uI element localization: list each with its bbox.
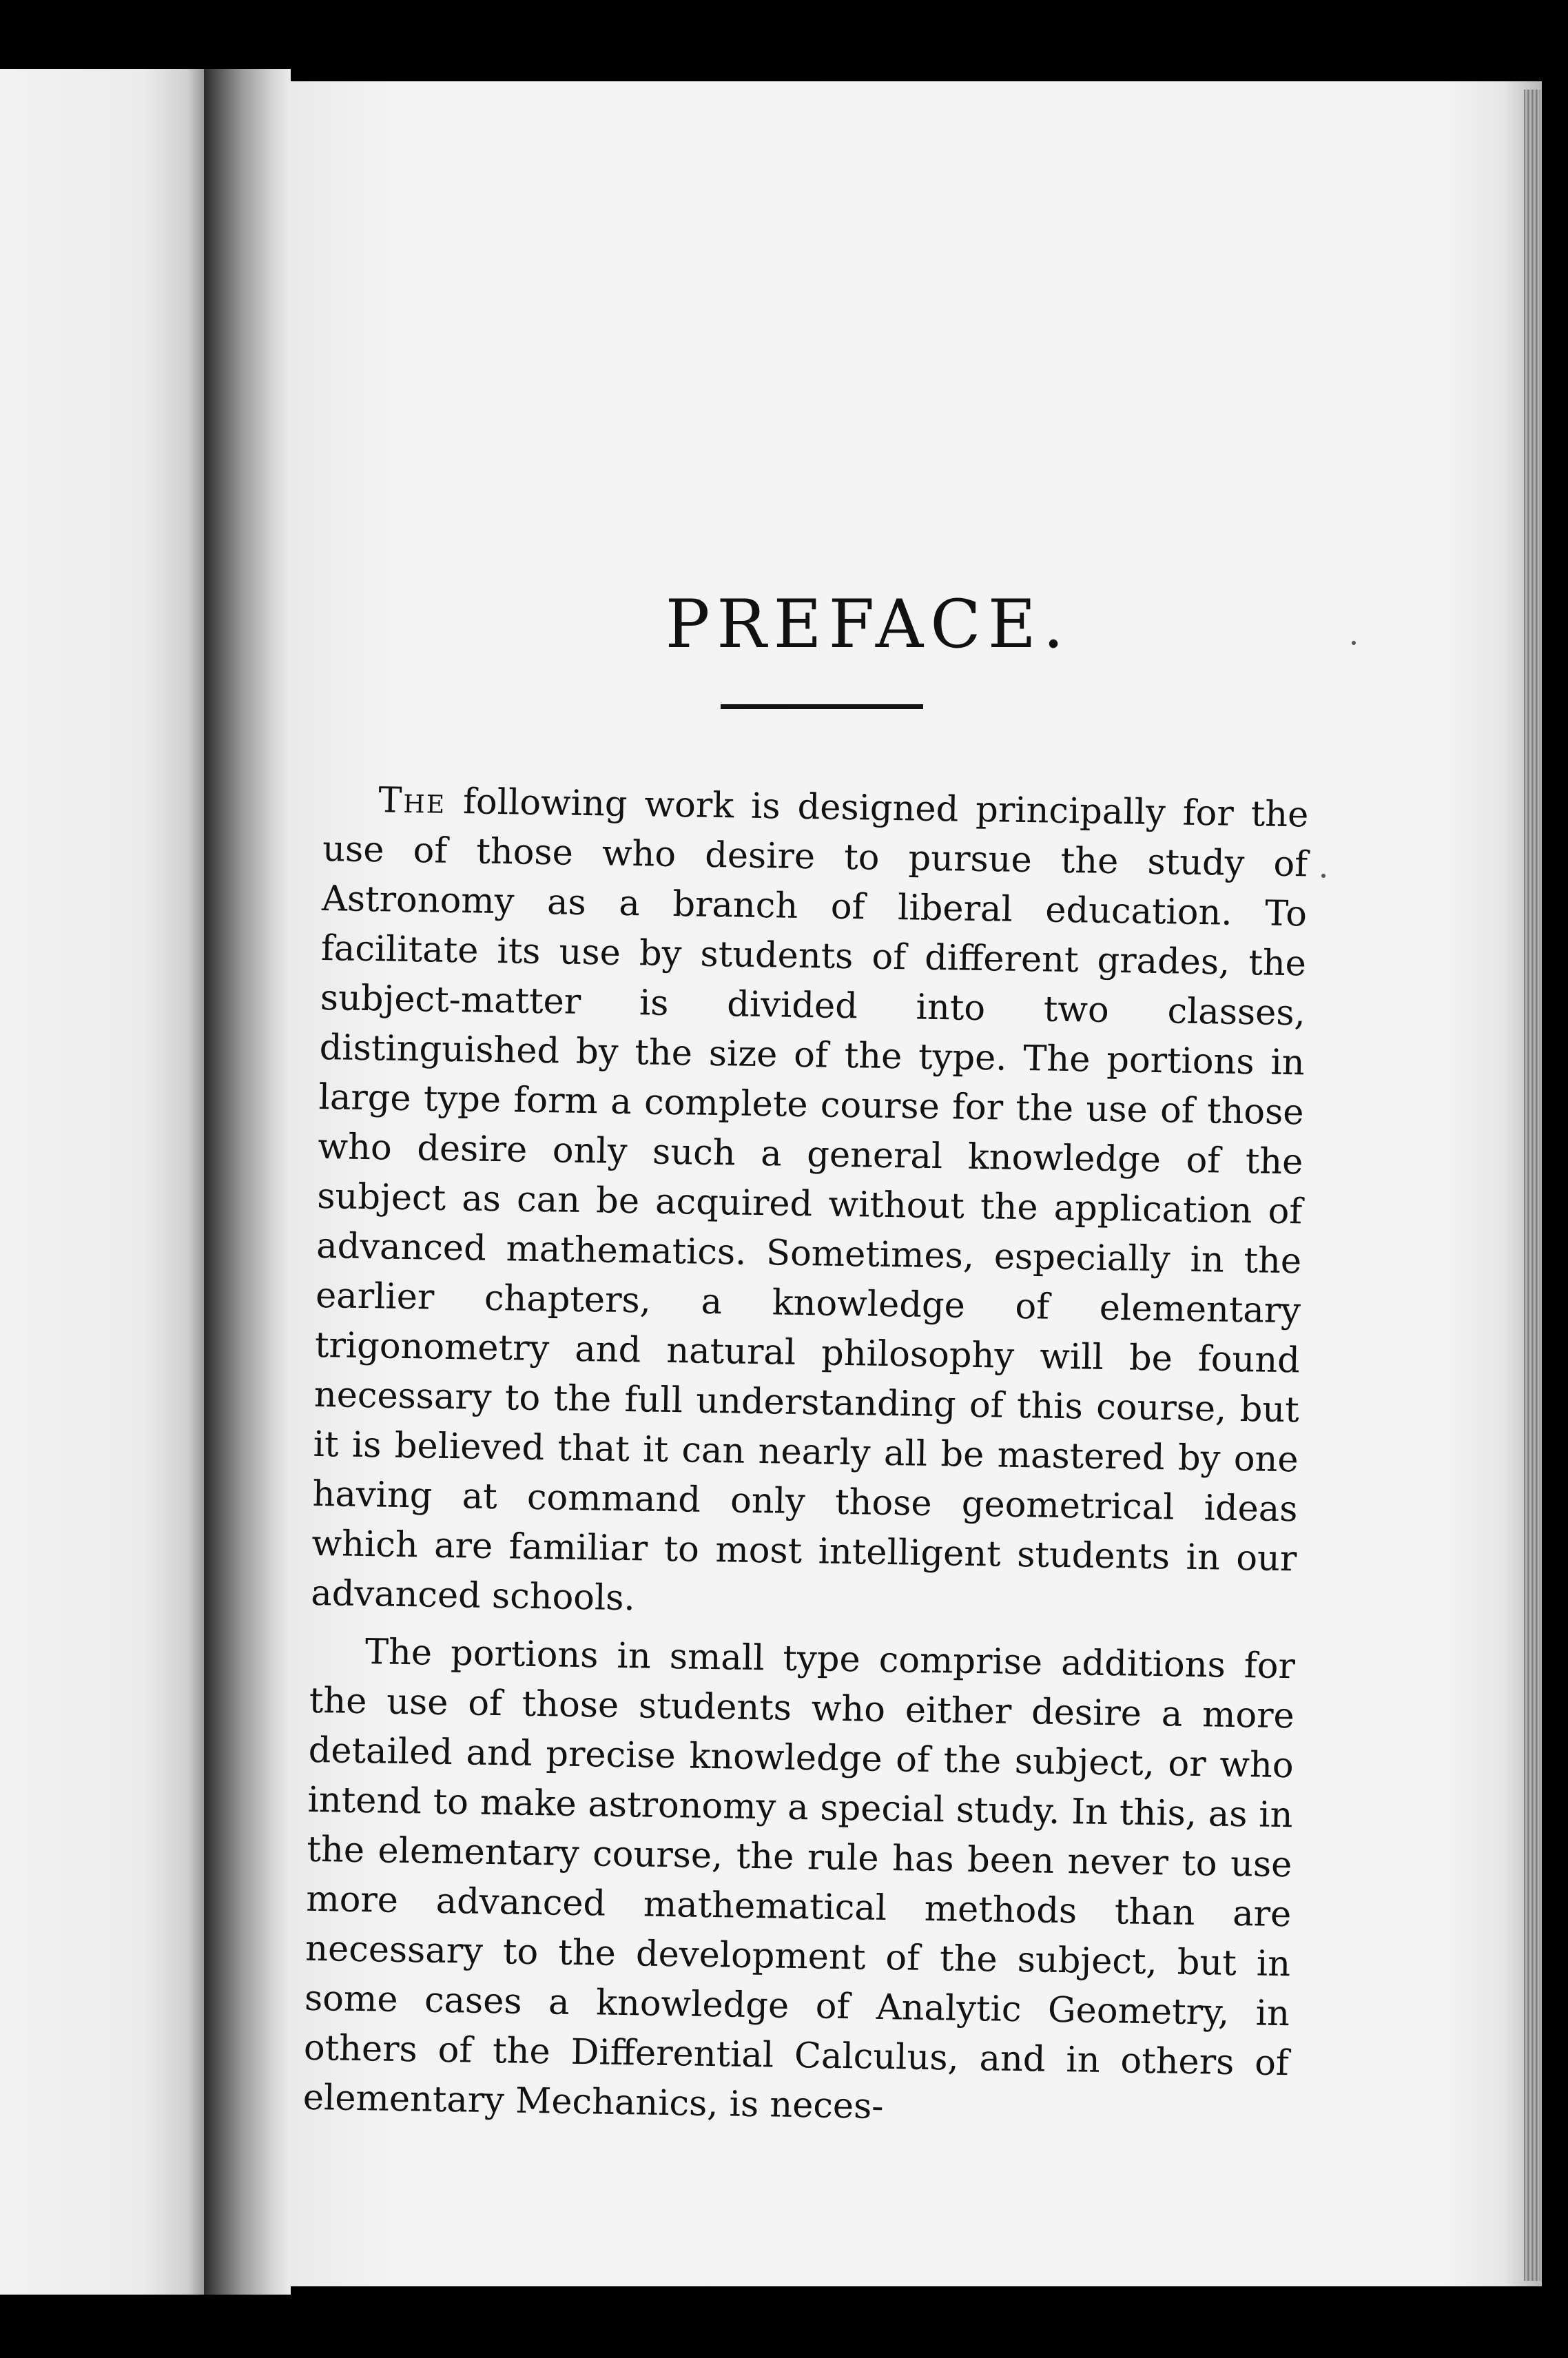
paragraph-lead-word: The (378, 780, 446, 822)
paper-speck (1352, 641, 1356, 645)
paragraph-2 (302, 1627, 1295, 2138)
paragraph-text: following work is designed principally for the use of those who desire to pursue the study of Astronomy as a branch of liberal education. To facilitate its use by students of different grades, the subject-matter is divided into two classes, distinguished by the size of the type. The portions in large type form a complete course for the use of those who desire only such a general knowledge of the subject as can be acquired without the application of advanced mathematics. Sometimes, especially in the earlier chapters, a knowledge of elementary trigonometry and natural philosophy will be found necessary to the full understanding of this course, but it is believed that it can nearly all be mastered by one having at command only those geometrical ideas which are familiar to most intelligent students in our advanced schools. (310, 781, 1309, 1619)
title-rule (721, 704, 923, 709)
paragraph-text: The portions in small type comprise additions for the use of those students who either desire a more detailed and precise knowledge of the subject, or who intend to make astronomy a special study. In this, as in the elementary course, the rule has been never to use more advanced mathematical methods than are necessary to the development of the subject, but in some cases a knowledge of Analytic Geometry, in others of the Differential Calculus, and in others of elementary Mechanics, is neces- (302, 1632, 1296, 2127)
paragraph-1 (311, 775, 1309, 1634)
book-gutter (204, 69, 291, 2295)
left-page-blank (0, 69, 204, 2295)
paper-speck (1321, 874, 1325, 878)
page-title: PREFACE. (665, 586, 1071, 663)
preface-body (302, 775, 1309, 2138)
page-edge-stack (1524, 90, 1540, 2281)
